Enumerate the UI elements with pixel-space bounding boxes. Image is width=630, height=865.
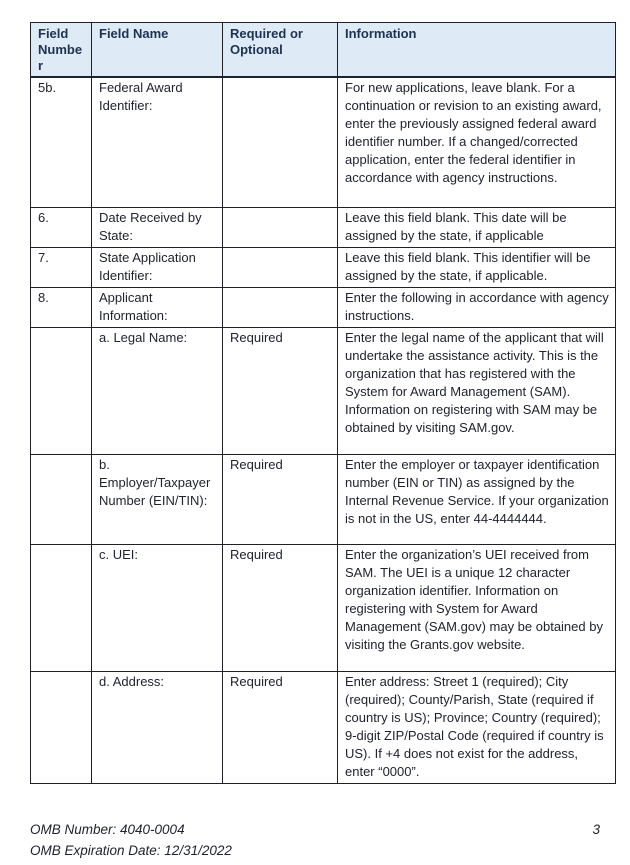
cell-required: [223, 247, 338, 287]
cell-field-number: [31, 544, 92, 671]
cell-information: Enter the organization’s UEI received from SAM. The UEI is a unique 12 character organization identifier. Information on registering with System for Award Management (SAM.gov) may be obtained by visiting the Grants.gov website.: [338, 544, 616, 671]
cell-field-name: b. Employer/Taxpayer Number (EIN/TIN):: [92, 454, 223, 544]
cell-field-name: c. UEI:: [92, 544, 223, 671]
table-row: [31, 247, 616, 287]
cell-field-name: Federal Award Identifier:: [92, 77, 223, 207]
cell-required: Required: [223, 327, 338, 454]
omb-number-label: OMB Number: 4040-0004: [30, 822, 185, 837]
header-field-name: Field Name: [92, 23, 223, 78]
table-row: [31, 327, 616, 454]
header-information: Information: [338, 23, 616, 78]
cell-information: Enter the employer or taxpayer identification number (EIN or TIN) as assigned by the Internal Revenue Service. If your organization is not in the US, enter 44-4444444.: [338, 454, 616, 544]
header-required-optional: Required or Optional: [223, 23, 338, 78]
cell-field-number: [31, 671, 92, 783]
table-row: [31, 671, 616, 783]
cell-field-number: [31, 454, 92, 544]
cell-field-number: 5b.: [31, 77, 92, 207]
page-number: 3: [592, 822, 600, 837]
cell-field-number: 8.: [31, 287, 92, 327]
omb-expiration-label: OMB Expiration Date: 12/31/2022: [30, 843, 232, 858]
cell-information: Leave this field blank. This identifier will be assigned by the state, if applicable.: [338, 247, 616, 287]
cell-required: Required: [223, 544, 338, 671]
field-instructions-table: [30, 22, 616, 784]
cell-field-number: 7.: [31, 247, 92, 287]
cell-information: Enter address: Street 1 (required); City (required); County/Parish, State (required if country is US); Province; Country (required); 9-digit ZIP/Postal Code (required if country is US). If +4 does not exist for the address, enter “0000”.: [338, 671, 616, 783]
table-row: [31, 544, 616, 671]
cell-field-name: Applicant Information:: [92, 287, 223, 327]
table-row: [31, 287, 616, 327]
cell-required: [223, 207, 338, 247]
cell-information: Enter the legal name of the applicant that will undertake the assistance activity. This is the organization that has registered with the System for Award Management (SAM). Information on registering with SAM may be obtained by visiting SAM.gov.: [338, 327, 616, 454]
cell-field-number: [31, 327, 92, 454]
cell-information: Leave this field blank. This date will be assigned by the state, if applicable: [338, 207, 616, 247]
cell-field-name: d. Address:: [92, 671, 223, 783]
page-footer: [30, 819, 600, 861]
cell-required: [223, 77, 338, 207]
cell-information: Enter the following in accordance with agency instructions.: [338, 287, 616, 327]
table-row: [31, 207, 616, 247]
cell-required: Required: [223, 671, 338, 783]
header-field-number: Field Number: [31, 23, 92, 78]
cell-information: For new applications, leave blank. For a continuation or revision to an existing award, enter the previously assigned federal award identifier number. If a changed/corrected application, enter the federal identifier in accordance with agency instructions.: [338, 77, 616, 207]
footer-line-1: [30, 819, 600, 840]
cell-field-name: State Application Identifier:: [92, 247, 223, 287]
cell-required: [223, 287, 338, 327]
cell-field-name: Date Received by State:: [92, 207, 223, 247]
table-header-row: [31, 23, 616, 78]
cell-field-name: a. Legal Name:: [92, 327, 223, 454]
table-row: [31, 454, 616, 544]
cell-required: Required: [223, 454, 338, 544]
table-row: [31, 77, 616, 207]
cell-field-number: 6.: [31, 207, 92, 247]
